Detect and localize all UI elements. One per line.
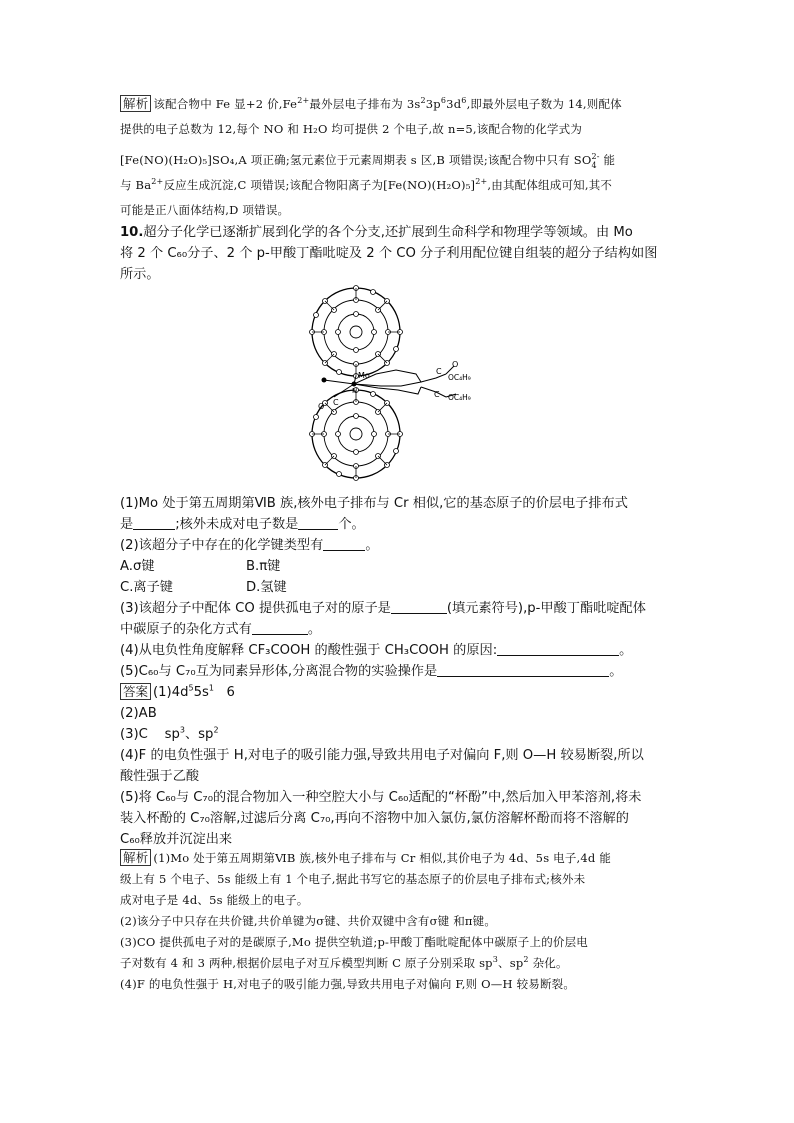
- analysis-line: 可能是正八面体结构,D 项错误。: [120, 203, 290, 217]
- answer-blank[interactable]: [298, 517, 338, 530]
- question-number: 10.: [120, 225, 144, 240]
- oc4h9-label-1: OC₄H₉: [448, 373, 471, 382]
- ester-c1-label: C: [436, 367, 442, 376]
- analysis-line: [Fe(NO)(H₂O)₅]SO₄,A 项正确;氢元素位于元素周期表 s 区,B 项错误;该配合物中只有 SO 2- 4 能: [120, 152, 616, 170]
- answer-tag: 答案: [120, 683, 151, 700]
- analysis-tag: 解析: [120, 95, 151, 112]
- answer-blank[interactable]: [323, 538, 365, 551]
- option-b: B.π键: [246, 559, 281, 574]
- answer-blank[interactable]: [437, 664, 609, 677]
- answer-blank[interactable]: [252, 622, 308, 635]
- answer-blank[interactable]: [497, 643, 619, 656]
- oc4h9-label-2: OC₄H₉: [448, 393, 471, 402]
- analysis-block-2: 解析 (1)Mo 处于第五周期第ⅥB 族,核外电子排布与 Cr 相似,其价电子为 4d、5s 电子,4d 能 级上有 5 个电子、5s 能级上有 1 个电子,据此书写它的基态原子的价层电子排布式;核外未 成对电子是 4d、5s 能级上的电子。 (2)该分子中只存在共价键,共价单键为σ键、共价双键中含有σ键 和π键。 (3)CO 提供孤电子对的是碳原子,Mo 提供空轨道;p-甲酸丁酯吡啶配体中碳原子上的价层电 子对数有 4 和 3 两种,根据价层电子对互斥模型判断 C 原子分别采取 $sp^3$、$sp^2$ 杂化。 (4)F 的电负性强于 H,对电子的吸引能力强,导致共用电子对偏向 F,则 O—H 较易断裂。: [120, 850, 612, 991]
- question-10: 10.超分子化学已逐渐扩展到化学的各个分支,还扩展到生命科学和物理学等领域。由 Mo 将 2 个 C₆₀分子、2 个 p-甲酸丁酯吡啶及 2 个 CO 分子利用配位键自组装的超分子结构如图 所示。: [120, 225, 658, 282]
- analysis-line: 提供的电子总数为 12,每个 NO 和 H₂O 均可提供 2 个电子,故 n=5,该配合物的化学式为: [120, 122, 583, 136]
- ester-c2-label: C: [434, 390, 440, 399]
- answer-blank[interactable]: [391, 601, 447, 614]
- analysis-line: 解析 该配合物中 Fe 显+2 价$,Fe^{2+}$最外层电子排布为 $3s^23p^63d^6$,即最外层电子数为 14,则配体: [120, 92, 680, 117]
- analysis-tag: 解析: [120, 849, 151, 866]
- option-d: D.氢键: [246, 580, 287, 595]
- option-a: A.σ键: [120, 559, 155, 574]
- ester-o-label: O: [452, 360, 459, 369]
- n-label: N: [352, 387, 358, 395]
- o-label: O: [318, 402, 325, 411]
- sub-questions: (1)Mo 处于第五周期第ⅥB 族,核外电子排布与 Cr 相似,它的基态原子的价层电子排布式 是 ;核外未成对电子数是 个。 (2)该超分子中存在的化学键类型有 。 A.σ键 B.π键 C.离子键 D.氢键 (3)该超分子中配体 CO 提供孤电子对的原子是 (填元素符号),p-甲酸丁酯吡啶配体 中碳原子的杂化方式有 。 (4)从电负性角度解释 CF₃COOH 的酸性强于 CH₃COOH 的原因: 。 (5)C₆₀与 C₇₀互为同素异形体,分离混合物的实验操作是 。: [120, 496, 646, 679]
- answer-blank[interactable]: [133, 517, 175, 530]
- mo-label: Mo: [358, 371, 370, 380]
- analysis-line: 与 $Ba^{2+}$反应生成沉淀,C 项错误;该配合物阳离子为$[Fe(NO)(H_2O)_5]^{2+}$,由其配体组成可知,其不: [120, 177, 613, 192]
- supramolecule-figure: [296, 282, 506, 482]
- c60-top: [310, 286, 403, 379]
- option-c: C.离子键: [120, 580, 173, 595]
- answer-block: 答案 $(1)4d^55s^1$ 6 (2)AB (3)C $sp^3$、$sp^2$ (4)F 的电负性强于 H,对电子的吸引能力强,导致共用电子对偏向 F,则 O—H 较易断裂,所以 酸性强于乙酸 (5)将 C₆₀与 C₇₀的混合物加入一种空腔大小与 C₆₀适配的“杯酚”中,然后加入甲苯溶剂,将未 装入杯酚的 C₇₀溶解,过滤后分离 C₇₀,再向不溶物中加入氯仿,氯仿溶解杯酚而将不溶解的 C₆₀释放并沉淀出来: [120, 683, 644, 847]
- c-label: C: [333, 398, 339, 407]
- analysis-block-1: [120, 92, 680, 223]
